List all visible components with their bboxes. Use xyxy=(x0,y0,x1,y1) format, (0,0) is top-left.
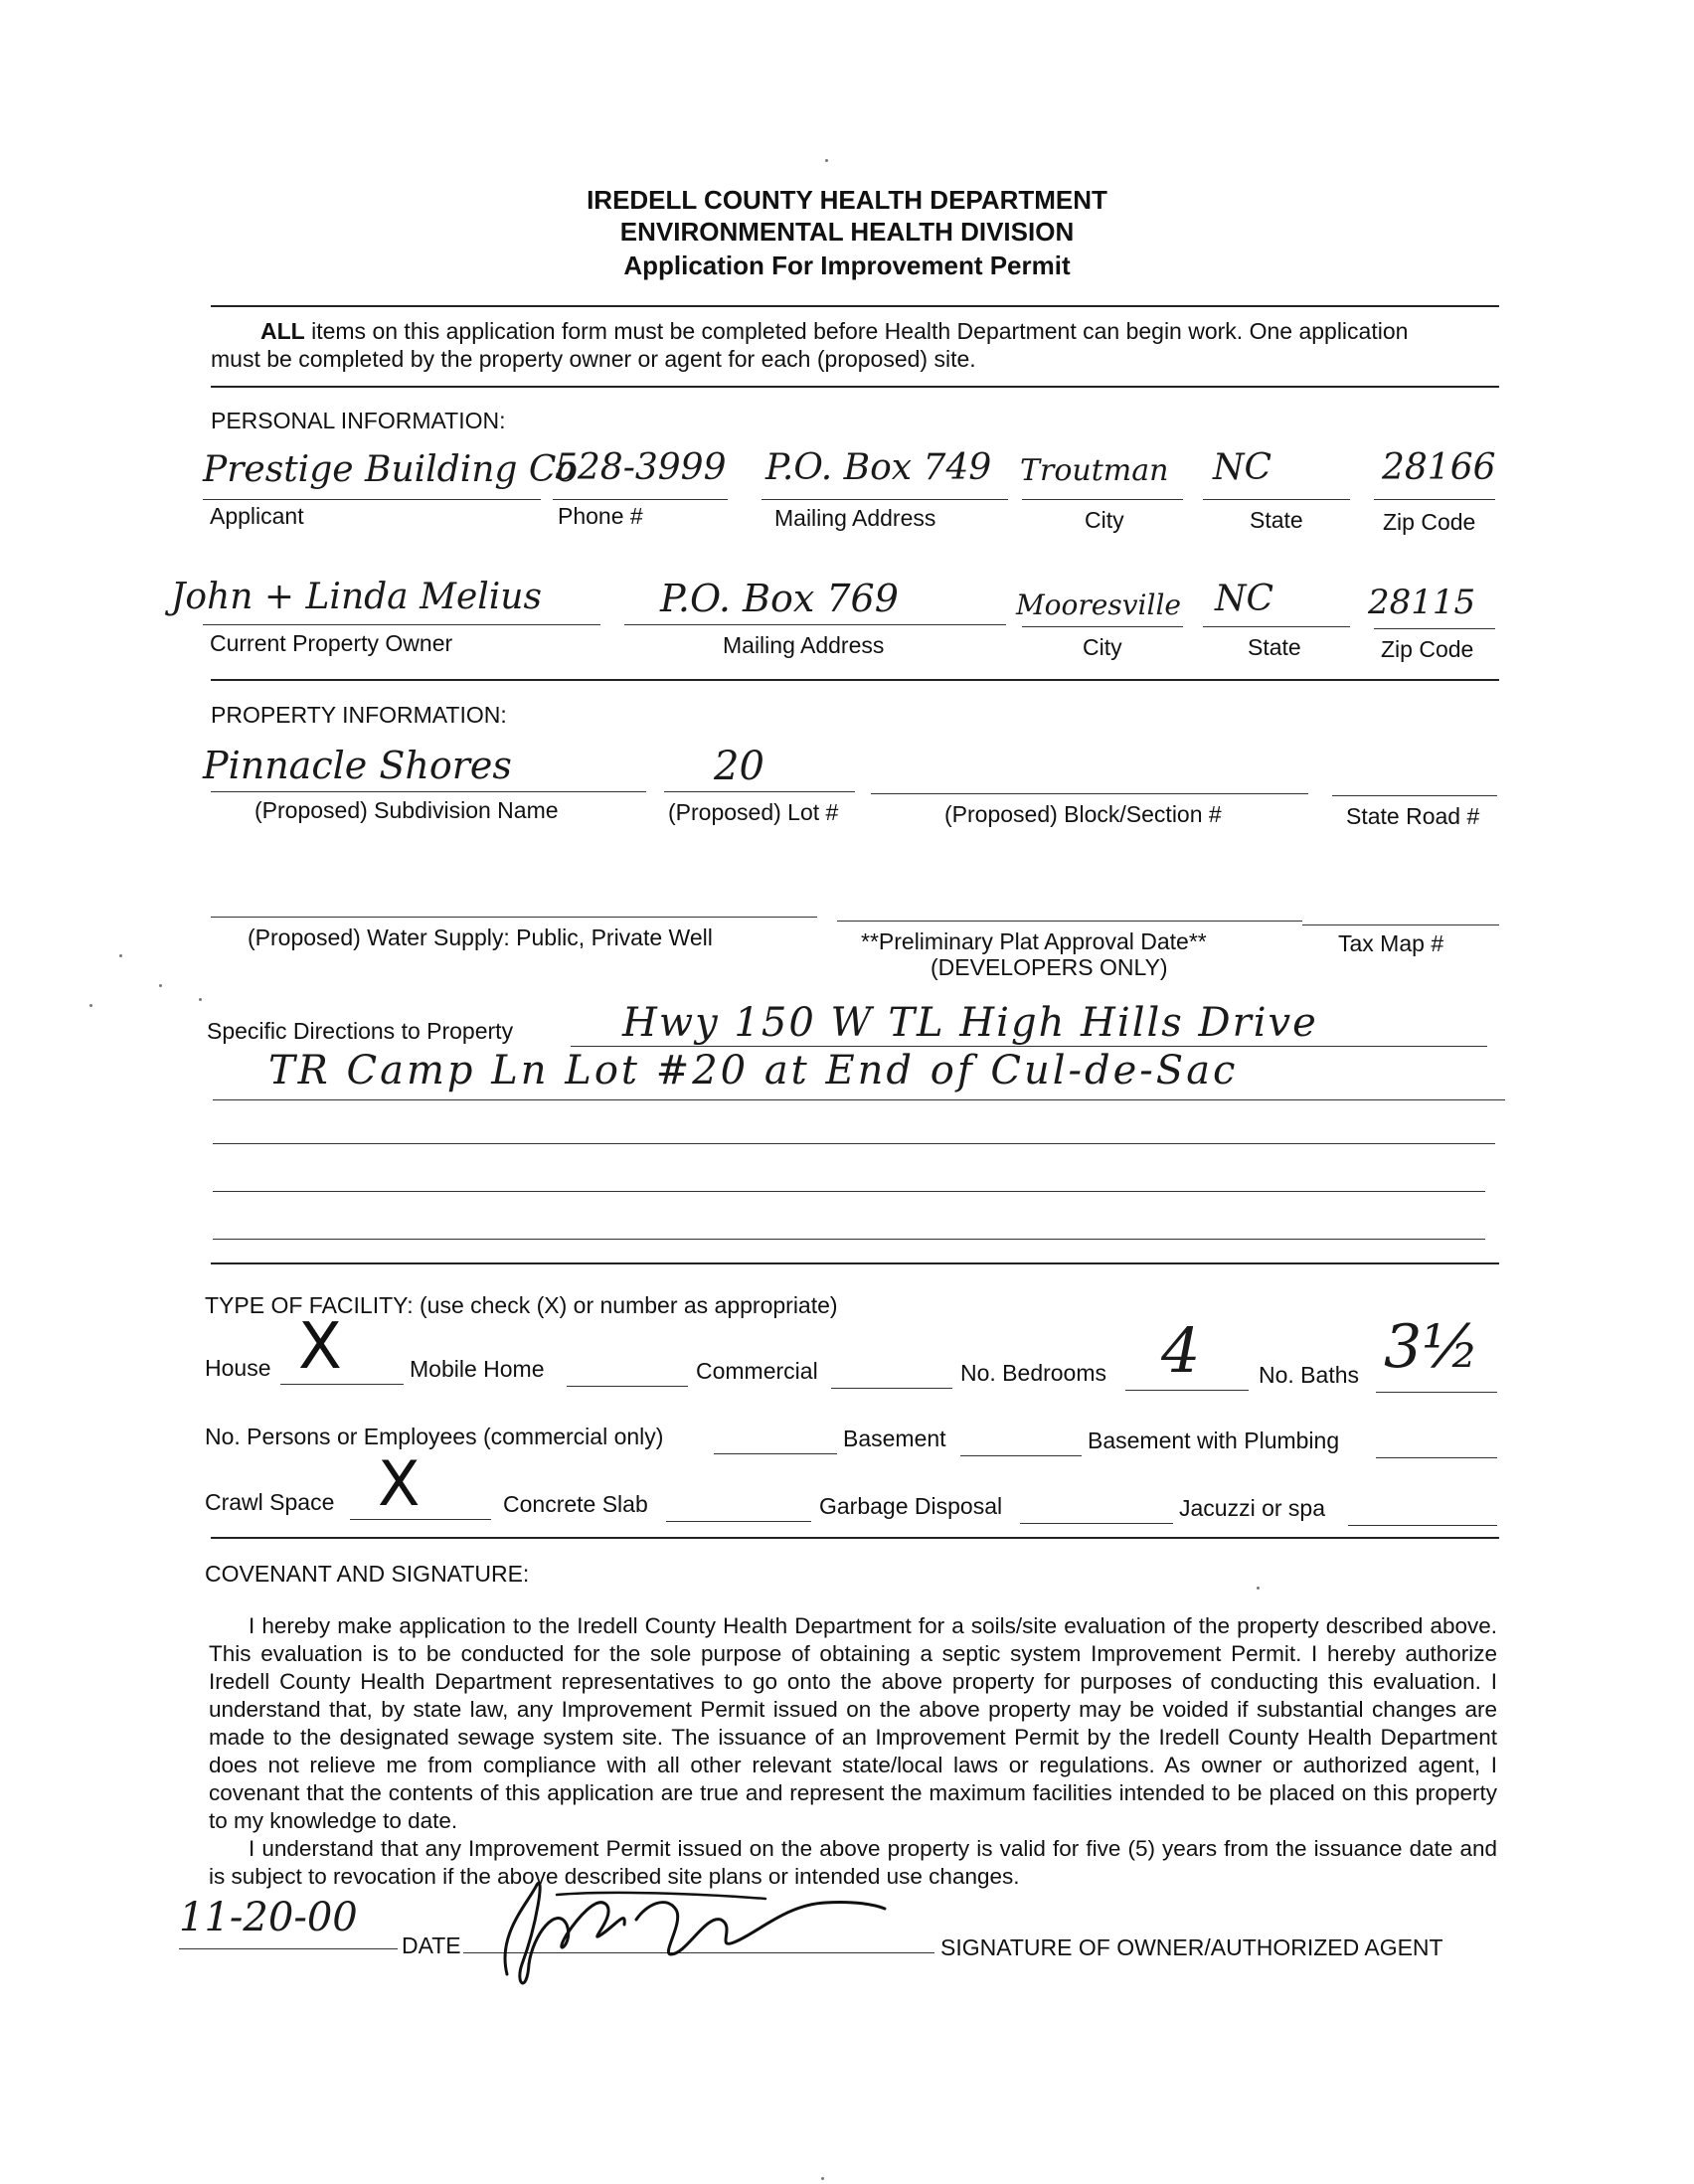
commercial-line xyxy=(831,1388,952,1389)
owner-city-label: City xyxy=(1083,634,1122,660)
covenant-paragraph-2: I understand that any Improvement Permit issued on the above property is valid for five (5) years from the issuance date and is subject to revocation if the above described site plans or intended use changes. xyxy=(209,1836,1497,1889)
basement-label: Basement xyxy=(843,1426,946,1451)
developers-only-label: (DEVELOPERS ONLY) xyxy=(931,954,1168,980)
baths-line xyxy=(1376,1392,1497,1393)
applicant-address-line xyxy=(762,499,1008,500)
scan-speck xyxy=(199,998,202,1001)
owner-signature xyxy=(467,1865,895,2004)
applicant-state-line xyxy=(1203,499,1350,500)
concrete-slab-label: Concrete Slab xyxy=(503,1491,648,1517)
divider xyxy=(211,679,1499,681)
subdivision-label: (Proposed) Subdivision Name xyxy=(254,797,559,823)
baths-value[interactable]: 3½ xyxy=(1384,1312,1480,1382)
applicant-zip-line xyxy=(1374,499,1495,500)
house-label: House xyxy=(205,1355,271,1381)
lot-line xyxy=(664,791,855,792)
house-check[interactable]: X xyxy=(298,1310,342,1384)
lot-label: (Proposed) Lot # xyxy=(668,799,839,825)
scan-speck xyxy=(821,2177,824,2180)
owner-address-line xyxy=(624,624,1006,625)
bedrooms-label: No. Bedrooms xyxy=(960,1360,1107,1386)
garbage-disposal-line xyxy=(1020,1523,1173,1524)
property-heading: PROPERTY INFORMATION: xyxy=(211,702,507,728)
owner-state-value[interactable]: NC xyxy=(1215,579,1274,619)
owner-name-value[interactable]: John + Linda Melius xyxy=(171,577,542,617)
garbage-disposal-label: Garbage Disposal xyxy=(819,1493,1003,1519)
owner-name-line xyxy=(203,624,600,625)
bedrooms-line xyxy=(1125,1390,1249,1391)
applicant-city-line xyxy=(1022,499,1183,500)
persons-line xyxy=(714,1453,837,1454)
date-label: DATE xyxy=(402,1932,461,1958)
owner-address-label: Mailing Address xyxy=(723,632,885,658)
road-line xyxy=(1332,795,1497,796)
scan-speck xyxy=(825,159,828,162)
covenant-text xyxy=(209,1612,1497,1891)
crawl-space-check[interactable]: X xyxy=(378,1447,421,1520)
intro-text-1: items on this application form must be completed before Health Department can begin work. One application xyxy=(304,318,1409,344)
road-label: State Road # xyxy=(1346,803,1480,829)
intro-line-1 xyxy=(260,318,1408,345)
basement-line xyxy=(960,1455,1082,1456)
basement-plumbing-label: Basement with Plumbing xyxy=(1088,1428,1340,1453)
applicant-city-value[interactable]: Troutman xyxy=(1020,453,1169,488)
signature-label: SIGNATURE OF OWNER/AUTHORIZED AGENT xyxy=(940,1934,1443,1960)
applicant-zip-label: Zip Code xyxy=(1383,509,1476,535)
personal-heading: PERSONAL INFORMATION: xyxy=(211,408,506,433)
owner-city-line xyxy=(1022,626,1183,627)
owner-state-line xyxy=(1203,626,1350,627)
applicant-phone-line xyxy=(553,499,728,500)
header-line-3: Application For Improvement Permit xyxy=(623,251,1071,280)
applicant-label: Applicant xyxy=(210,503,304,529)
applicant-address-value[interactable]: P.O. Box 749 xyxy=(765,447,992,488)
directions-line-2[interactable]: TR Camp Ln Lot #20 at End of Cul-de-Sac xyxy=(268,1048,1239,1093)
owner-zip-value[interactable]: 28115 xyxy=(1368,583,1476,622)
water-line xyxy=(211,917,817,918)
scan-speck xyxy=(159,984,162,987)
baths-label: No. Baths xyxy=(1259,1362,1359,1388)
subdivision-line xyxy=(211,791,646,792)
subdivision-value[interactable]: Pinnacle Shores xyxy=(203,744,512,787)
jacuzzi-line xyxy=(1348,1525,1497,1526)
basement-plumbing-line xyxy=(1376,1457,1497,1458)
owner-state-label: State xyxy=(1248,634,1301,660)
taxmap-line xyxy=(1302,924,1499,925)
plat-line xyxy=(837,921,1302,922)
crawl-space-label: Crawl Space xyxy=(205,1489,335,1515)
applicant-state-label: State xyxy=(1250,507,1303,533)
directions-line-4-rule xyxy=(213,1191,1485,1192)
divider xyxy=(211,386,1499,388)
applicant-phone-value[interactable]: 528-3999 xyxy=(555,447,727,488)
covenant-heading: COVENANT AND SIGNATURE: xyxy=(205,1561,530,1587)
header-line-2: ENVIRONMENTAL HEALTH DIVISION xyxy=(619,217,1075,247)
directions-label: Specific Directions to Property xyxy=(207,1018,514,1044)
divider xyxy=(211,1262,1499,1264)
scan-speck xyxy=(119,954,122,957)
applicant-name-value[interactable]: Prestige Building Co xyxy=(203,449,579,490)
plat-approval-label: **Preliminary Plat Approval Date** xyxy=(861,928,1207,954)
crawl-space-line xyxy=(350,1519,491,1520)
directions-line-1[interactable]: Hwy 150 W TL High Hills Drive xyxy=(622,1000,1318,1046)
divider xyxy=(211,1537,1499,1539)
scan-speck xyxy=(89,1004,92,1007)
tax-map-label: Tax Map # xyxy=(1338,930,1444,956)
applicant-name-line xyxy=(203,499,541,500)
applicant-zip-value[interactable]: 28166 xyxy=(1382,447,1496,488)
mobile-home-label: Mobile Home xyxy=(410,1356,545,1382)
date-value[interactable]: 11-20-00 xyxy=(179,1895,358,1940)
covenant-paragraph-1: I hereby make application to the Iredell County Health Department for a soils/site evaluation of the property described above. This evaluation is to be conducted for the sole purpose of obtaining a septic system Improvement Permit. I hereby authorize Iredell County Health Department representatives to go onto the above property for purposes of conducting this evaluation. I understand that, by state law, any Improvement Permit issued on the above property may be voided if substantial changes are made to the designated sewage system site. The issuance of an Improvement Permit by the Iredell County Health Department does not relieve me from compliance with all other relevant state/local laws or regulations. As owner or authorized agent, I covenant that the contents of this application are true and represent the maximum facilities intended to be placed on this property to my knowledge to date. xyxy=(209,1613,1497,1833)
date-line xyxy=(179,1948,398,1949)
phone-label: Phone # xyxy=(558,503,643,529)
lot-value[interactable]: 20 xyxy=(714,744,764,789)
owner-address-value[interactable]: P.O. Box 769 xyxy=(660,577,899,620)
header-line-1: IREDELL COUNTY HEALTH DEPARTMENT xyxy=(587,185,1107,215)
scan-speck xyxy=(1257,1587,1260,1590)
facility-heading: TYPE OF FACILITY: (use check (X) or number as appropriate) xyxy=(205,1292,838,1318)
owner-city-value[interactable]: Mooresville xyxy=(1016,588,1181,621)
house-line xyxy=(280,1384,404,1385)
directions-line-2-rule xyxy=(213,1099,1505,1100)
applicant-state-value[interactable]: NC xyxy=(1213,447,1272,488)
owner-zip-line xyxy=(1374,628,1495,629)
owner-label: Current Property Owner xyxy=(210,630,453,656)
divider xyxy=(211,305,1499,307)
applicant-city-label: City xyxy=(1085,507,1124,533)
mobile-home-line xyxy=(567,1386,688,1387)
directions-line-1-rule xyxy=(571,1046,1487,1047)
applicant-address-label: Mailing Address xyxy=(774,505,936,531)
water-supply-label: (Proposed) Water Supply: Public, Private Well xyxy=(248,924,713,950)
directions-line-3-rule xyxy=(213,1143,1495,1144)
directions-line-5-rule xyxy=(213,1239,1485,1240)
block-line xyxy=(871,793,1308,794)
concrete-slab-line xyxy=(666,1521,811,1522)
bedrooms-value[interactable]: 4 xyxy=(1161,1314,1201,1387)
intro-line-2: must be completed by the property owner or agent for each (proposed) site. xyxy=(211,346,976,372)
intro-bold: ALL xyxy=(260,318,305,344)
block-label: (Proposed) Block/Section # xyxy=(944,801,1222,827)
owner-zip-label: Zip Code xyxy=(1381,636,1474,662)
commercial-label: Commercial xyxy=(696,1358,818,1384)
persons-label: No. Persons or Employees (commercial only) xyxy=(205,1424,664,1449)
jacuzzi-label: Jacuzzi or spa xyxy=(1179,1495,1326,1521)
